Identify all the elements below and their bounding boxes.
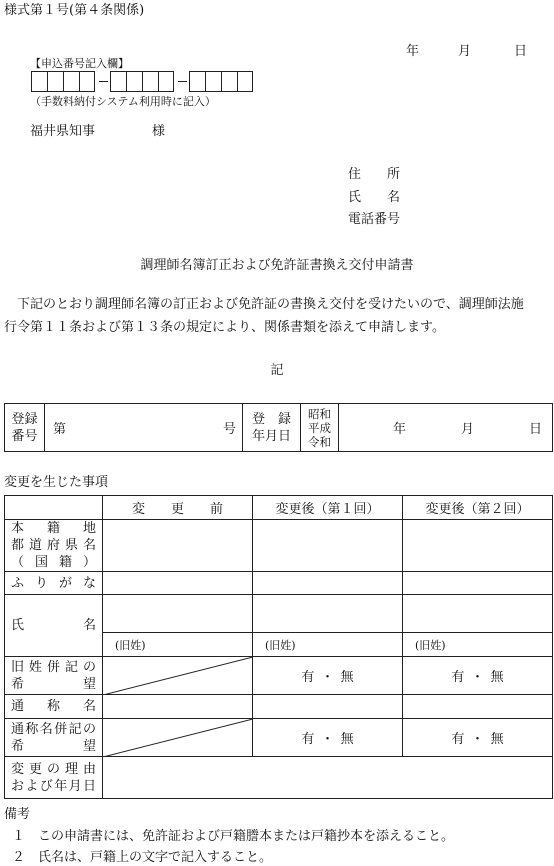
kyusei-heiki-before-cell-struck bbox=[103, 657, 253, 695]
application-number-label: 【申込番号記入欄】 bbox=[30, 57, 129, 70]
kyusei-after1-cell[interactable]: (旧姓) bbox=[253, 633, 403, 657]
row-label-furigana: ふりがな bbox=[5, 572, 103, 595]
dai-label: 第 bbox=[53, 422, 67, 437]
row-label-honseki: 本籍地 都道府県名 （国籍） bbox=[5, 520, 103, 572]
applicant-address-label: 住 所 bbox=[348, 167, 401, 182]
tsushomei-after1-cell[interactable] bbox=[253, 695, 403, 719]
tsushomei-before-cell[interactable] bbox=[103, 695, 253, 719]
reg-day-label: 日 bbox=[528, 422, 542, 437]
reg-year-label: 年 bbox=[393, 422, 407, 437]
corner-cell bbox=[5, 496, 103, 520]
application-number-separator bbox=[99, 81, 108, 82]
registration-date-label: 登 録 年月日 bbox=[243, 404, 301, 452]
yes-option[interactable]: 有 bbox=[451, 732, 465, 747]
changes-table bbox=[4, 495, 553, 799]
diagonal-strike bbox=[103, 657, 253, 695]
changes-heading: 変更を生じた事項 bbox=[4, 475, 109, 490]
date-day-label: 日 bbox=[514, 44, 528, 59]
tsushomei-heiki-after1-choice[interactable]: 有 ・ 無 bbox=[253, 719, 403, 757]
registration-table bbox=[4, 403, 553, 452]
tsushomei-heiki-before-cell-struck bbox=[103, 719, 253, 757]
registration-date-field[interactable] bbox=[339, 404, 553, 452]
tsushomei-after2-cell[interactable] bbox=[403, 695, 553, 719]
tsushomei-heiki-after2-choice[interactable]: 有 ・ 無 bbox=[403, 719, 553, 757]
col-before-header: 変 更 前 bbox=[103, 496, 253, 520]
era-selector[interactable] bbox=[301, 404, 339, 452]
remarks-heading: 備考 bbox=[4, 807, 31, 822]
addressee-honorific: 様 bbox=[152, 124, 166, 139]
riyu-field[interactable] bbox=[103, 757, 553, 799]
yes-option[interactable]: 有 bbox=[301, 670, 315, 685]
col-after1-header: 変更後（第１回） bbox=[253, 496, 403, 520]
furigana-after1-cell[interactable] bbox=[253, 572, 403, 595]
registration-number-field[interactable] bbox=[45, 404, 243, 452]
furigana-after2-cell[interactable] bbox=[403, 572, 553, 595]
no-option[interactable]: 無 bbox=[490, 670, 504, 685]
application-number-note: （手数料納付システム利用時に記入） bbox=[30, 95, 216, 108]
go-label: 号 bbox=[222, 422, 236, 437]
kyusei-after2-cell[interactable]: (旧姓) bbox=[403, 633, 553, 657]
application-number-separator bbox=[178, 81, 187, 82]
row-label-riyu: 変更の理由 および年月日 bbox=[5, 757, 103, 799]
date-year-label: 年 bbox=[406, 44, 420, 59]
remark-item-1: １ この申請書には、免許証および戸籍謄本または戸籍抄本を添えること。 bbox=[12, 829, 455, 844]
application-number-block-1[interactable] bbox=[31, 71, 95, 92]
registration-number-label: 登録 番号 bbox=[5, 404, 45, 452]
body-text-line-1: 下記のとおり調理師名簿の訂正および免許証の書換え交付を受けたいので、調理師法施 bbox=[4, 297, 524, 312]
honseki-after2-cell[interactable] bbox=[403, 520, 553, 572]
applicant-name-label: 氏 名 bbox=[348, 190, 401, 205]
era-heisei[interactable]: 平成 bbox=[308, 420, 331, 435]
no-option[interactable]: 無 bbox=[490, 732, 504, 747]
honseki-before-cell[interactable] bbox=[103, 520, 253, 572]
shimei-before-cell[interactable] bbox=[103, 595, 253, 633]
era-reiwa[interactable]: 令和 bbox=[308, 434, 331, 449]
row-label-kyusei-heiki: 旧姓併記の 希望 bbox=[5, 657, 103, 695]
addressee-name: 福井県知事 bbox=[30, 124, 96, 139]
col-after2-header: 変更後（第２回） bbox=[403, 496, 553, 520]
kyusei-heiki-after2-choice[interactable]: 有 ・ 無 bbox=[403, 657, 553, 695]
row-label-tsushomei: 通称名 bbox=[5, 695, 103, 719]
applicant-phone-label: 電話番号 bbox=[348, 212, 401, 227]
diagonal-strike bbox=[103, 719, 253, 757]
row-label-tsushomei-heiki: 通称名併記の 希望 bbox=[5, 719, 103, 757]
kyusei-heiki-after1-choice[interactable]: 有 ・ 無 bbox=[253, 657, 403, 695]
reg-month-label: 月 bbox=[460, 422, 474, 437]
page-title: 調理師名簿訂正および免許証書換え交付申請書 bbox=[140, 258, 414, 273]
honseki-after1-cell[interactable] bbox=[253, 520, 403, 572]
shimei-after1-cell[interactable] bbox=[253, 595, 403, 633]
date-month-label: 月 bbox=[458, 44, 472, 59]
form-number: 様式第１号(第４条関係) bbox=[4, 3, 145, 18]
yes-option[interactable]: 有 bbox=[301, 732, 315, 747]
yes-option[interactable]: 有 bbox=[451, 670, 465, 685]
no-option[interactable]: 無 bbox=[340, 670, 354, 685]
application-number-block-2[interactable] bbox=[110, 71, 174, 92]
no-option[interactable]: 無 bbox=[340, 732, 354, 747]
furigana-before-cell[interactable] bbox=[103, 572, 253, 595]
kyusei-before-cell[interactable]: (旧姓) bbox=[103, 633, 253, 657]
application-number-block-3[interactable] bbox=[189, 71, 253, 92]
row-label-shimei: 氏名 bbox=[5, 595, 103, 657]
remark-item-2: ２ 氏名は、戸籍上の文字で記入すること。 bbox=[12, 850, 273, 865]
shimei-after2-cell[interactable] bbox=[403, 595, 553, 633]
body-text-line-2: 行令第１１条および第１３条の規定により、関係書類を添えて申請します。 bbox=[4, 320, 445, 335]
ki-heading: 記 bbox=[270, 363, 284, 378]
era-showa[interactable]: 昭和 bbox=[308, 406, 331, 421]
